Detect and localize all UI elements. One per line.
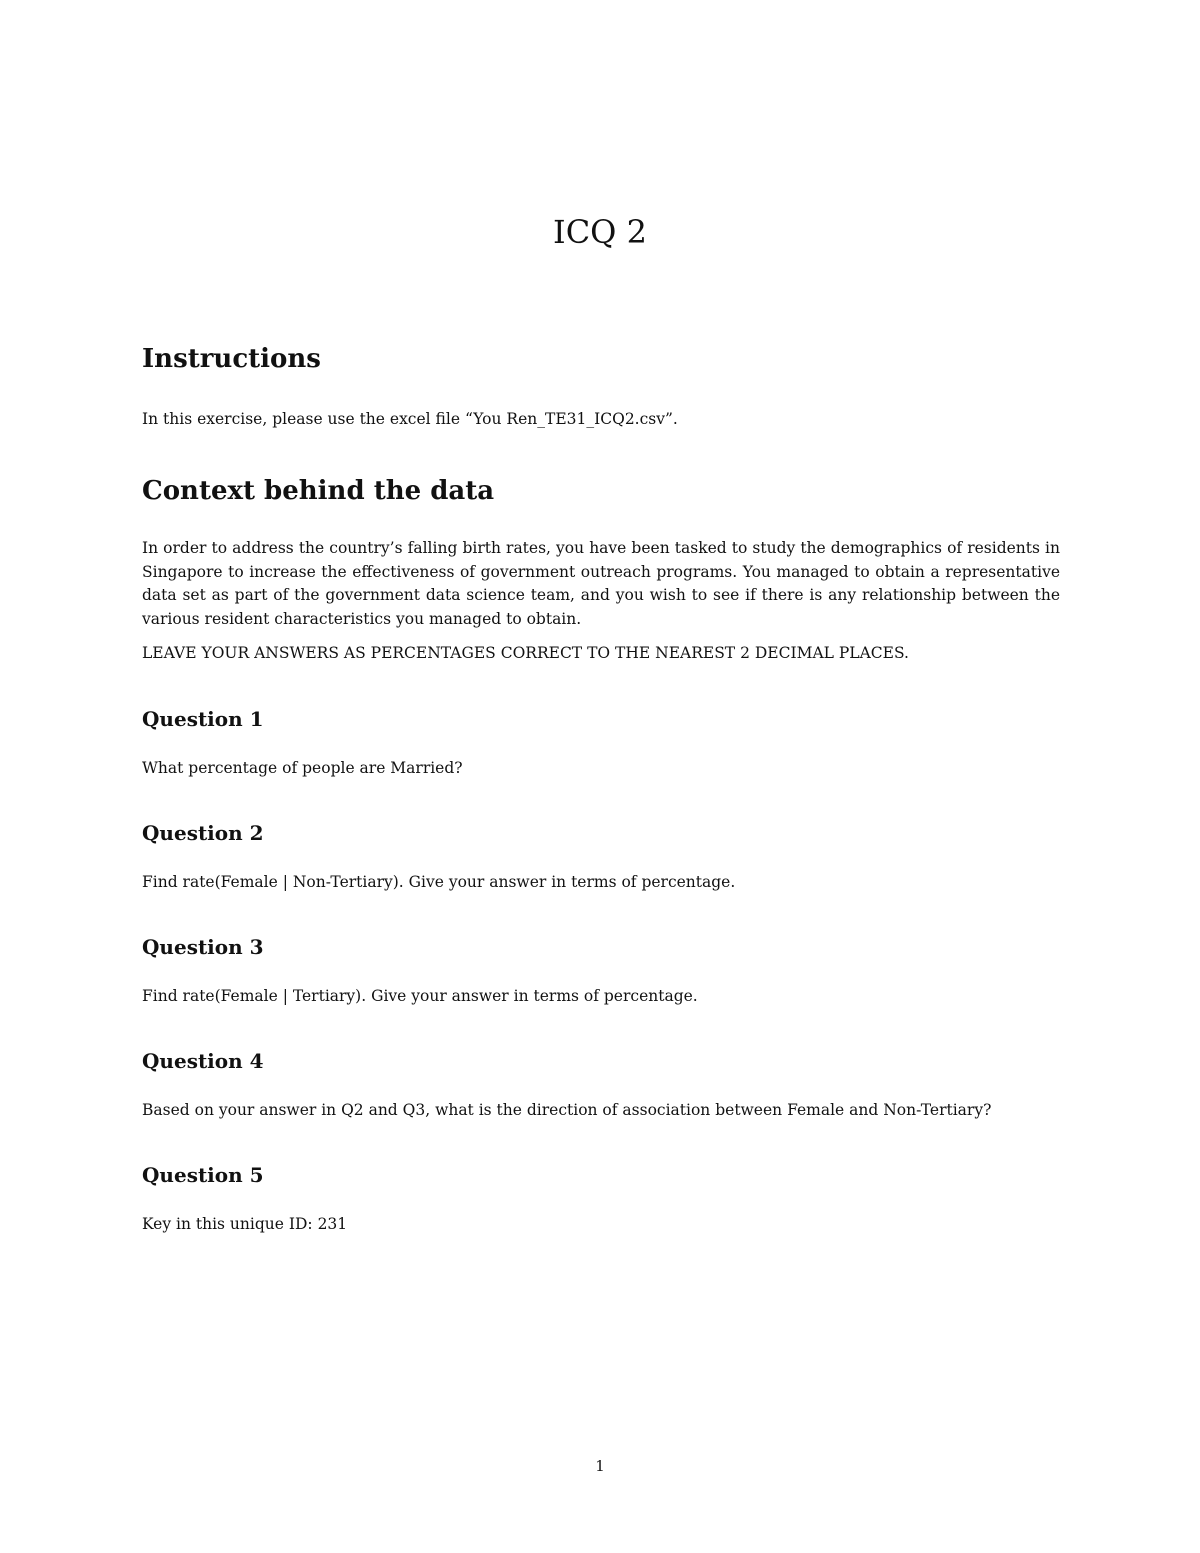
question-4-text: Based on your answer in Q2 and Q3, what is the direction of association between Female and Non-Tertiary?: [142, 1101, 992, 1119]
document-title: ICQ 2: [553, 213, 647, 251]
page-number: 1: [595, 1457, 605, 1475]
question-1-heading: Question 1: [142, 707, 264, 731]
question-5-heading: Question 5: [142, 1163, 264, 1187]
question-3-text: Find rate(Female | Tertiary). Give your answer in terms of percentage.: [142, 987, 698, 1005]
question-3-heading: Question 3: [142, 935, 264, 959]
question-5-text: Key in this unique ID: 231: [142, 1215, 348, 1233]
answer-format-notice: LEAVE YOUR ANSWERS AS PERCENTAGES CORRECT TO THE NEAREST 2 DECIMAL PLACES.: [142, 644, 909, 662]
instructions-heading: Instructions: [142, 344, 321, 374]
question-2-heading: Question 2: [142, 821, 264, 845]
instructions-text: In this exercise, please use the excel file “You Ren_TE31_ICQ2.csv”.: [142, 410, 678, 428]
question-1-text: What percentage of people are Married?: [142, 759, 463, 777]
question-2-text: Find rate(Female | Non-Tertiary). Give your answer in terms of percentage.: [142, 873, 736, 891]
context-text: In order to address the country’s falling birth rates, you have been tasked to study the demographics of residents in Singapore to increase the effectiveness of government outreach programs. You managed to obtain a representative data set as part of the government data science team, and you wish to see if there is any relationship between the various resident characteristics you managed to obtain.: [142, 539, 1060, 628]
question-4-heading: Question 4: [142, 1049, 264, 1073]
context-heading: Context behind the data: [142, 476, 495, 506]
